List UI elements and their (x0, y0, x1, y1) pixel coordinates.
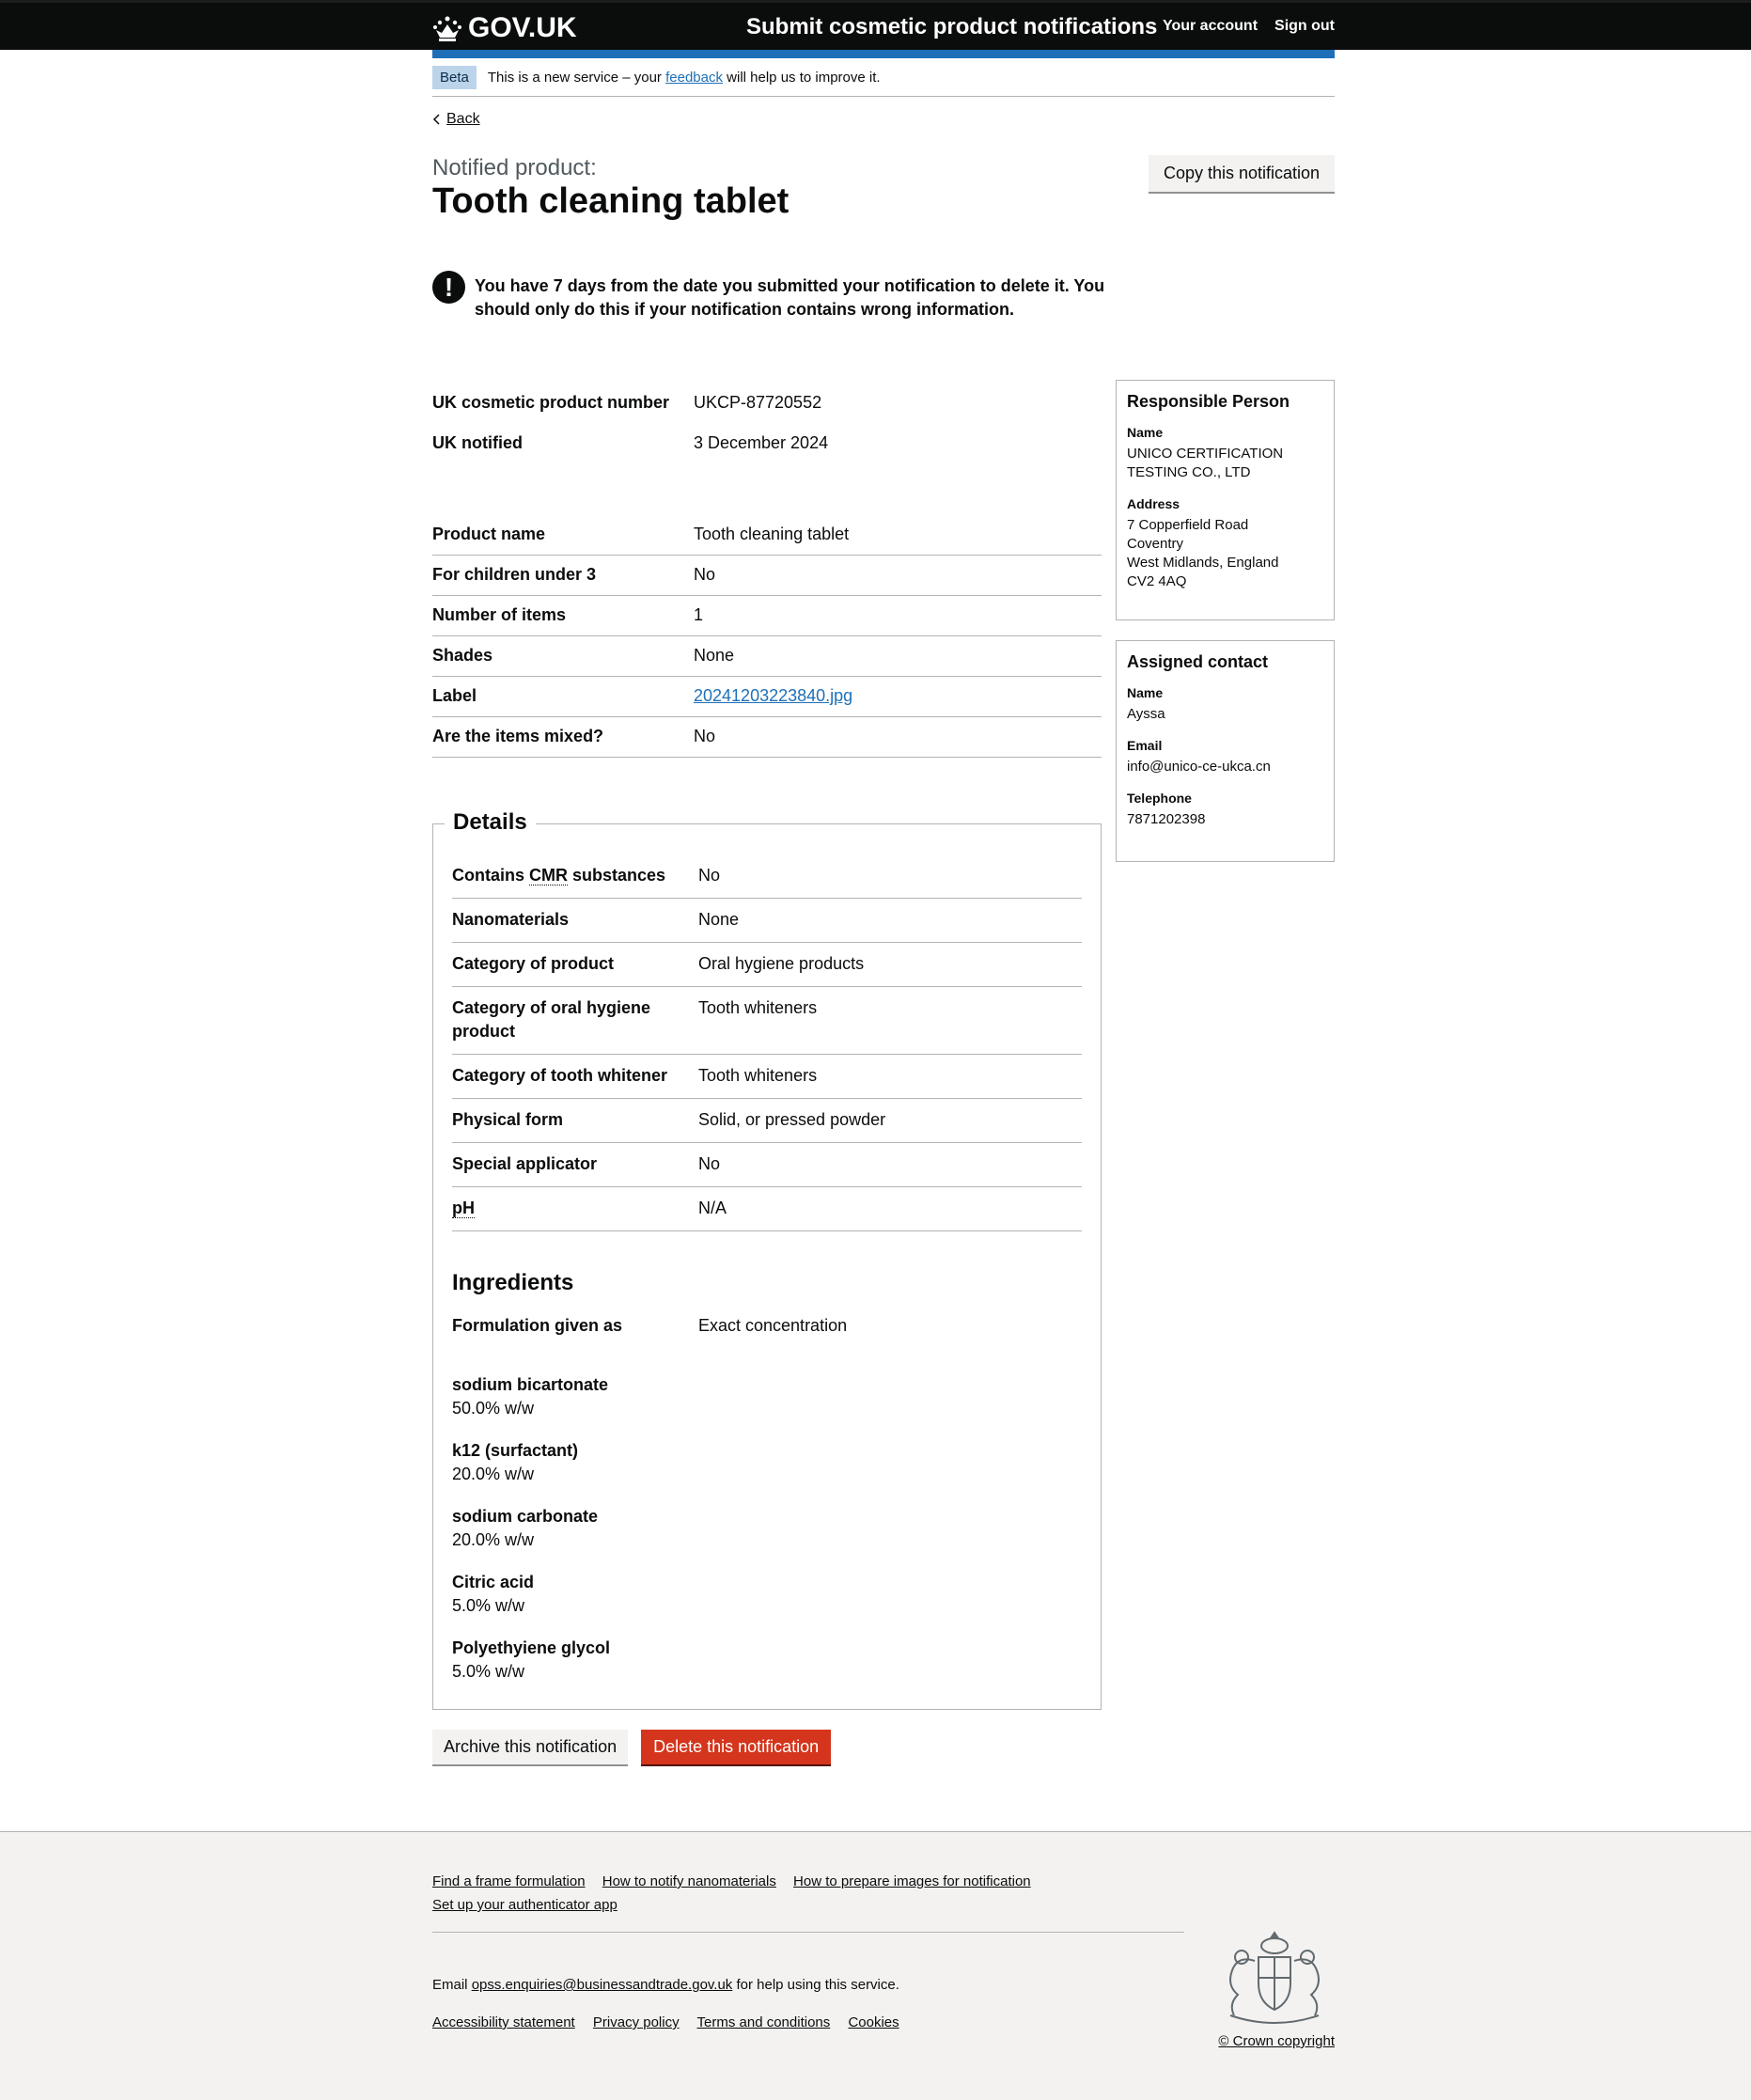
ingredient-concentration: 5.0% w/w (452, 1596, 525, 1615)
header-nav (1163, 18, 1335, 35)
summary-value: No (694, 727, 716, 745)
ingredient-item (452, 1571, 610, 1618)
warning-text (432, 271, 1109, 321)
details-row (452, 1099, 1082, 1143)
details-key: Special applicator (452, 1154, 598, 1173)
summary-key: Are the items mixed? (432, 727, 604, 745)
details-value: No (698, 1154, 721, 1173)
rp-address-line: 7 Copperfield Road (1127, 517, 1249, 533)
footer-link-terms[interactable]: Terms and conditions (696, 2014, 831, 2030)
rp-name-label: Name (1127, 425, 1164, 440)
ac-name-label: Name (1127, 685, 1164, 700)
crown-copyright (1218, 2033, 1335, 2049)
summary-value: None (694, 646, 735, 665)
ingredient-name: sodium carbonate (452, 1507, 599, 1526)
ingredient-concentration: 50.0% w/w (452, 1399, 535, 1418)
summary-key: Product name (432, 525, 546, 543)
formulation-key: Formulation given as (452, 1316, 623, 1335)
cmr-suffix: substances (568, 866, 666, 885)
footer-link-prepare-images[interactable]: How to prepare images for notification (793, 1873, 1031, 1889)
crown-copyright-link[interactable]: © Crown copyright (1218, 2033, 1335, 2049)
ingredient-concentration: 5.0% w/w (452, 1662, 525, 1681)
site-footer (0, 1831, 1751, 2100)
phase-text-before: This is a new service – your (487, 69, 662, 86)
details-value: Tooth whiteners (698, 1066, 818, 1085)
ingredient-name: k12 (surfactant) (452, 1441, 579, 1460)
back-link-text: Back (446, 111, 480, 127)
details-key: Category of tooth whitener (452, 1066, 667, 1085)
summary-key: Label (432, 686, 477, 705)
rp-name-line: UNICO CERTIFICATION (1127, 446, 1284, 462)
responsible-person-title: Responsible Person (1127, 392, 1290, 411)
beta-tag: Beta (432, 66, 477, 89)
footer-meta-links (432, 2014, 914, 2030)
ingredient-concentration: 20.0% w/w (452, 1530, 535, 1549)
back-link[interactable] (432, 111, 480, 128)
label-file-link[interactable]: 20241203223840.jpg (694, 686, 853, 705)
ingredients-heading: Ingredients (452, 1270, 574, 1295)
footer-link-authenticator[interactable]: Set up your authenticator app (432, 1897, 618, 1913)
rp-name-line: TESTING CO., LTD (1127, 464, 1251, 480)
footer-divider (432, 1932, 1184, 1933)
details-row (452, 899, 1082, 943)
ingredient-item (452, 1637, 610, 1684)
footer-email-suffix: for help using this service. (736, 1977, 899, 1993)
details-key (452, 1197, 698, 1220)
details-value: Solid, or pressed powder (698, 1110, 886, 1129)
ingredient-name: Polyethyiene glycol (452, 1638, 611, 1657)
ingredient-item (452, 1505, 610, 1552)
ingredient-item (452, 1439, 610, 1486)
footer-email-text (432, 1977, 899, 1993)
details-row (452, 1143, 1082, 1187)
rp-address-line: West Midlands, England (1127, 555, 1279, 571)
page-title: Tooth cleaning tablet (432, 181, 790, 221)
ac-email: info@unico-ce-ukca.cn (1127, 759, 1271, 775)
summary-row (432, 384, 1102, 424)
summary-row (432, 677, 1102, 717)
summary-value: No (694, 565, 716, 584)
details-legend: Details (445, 809, 536, 836)
summary-row (432, 424, 1102, 464)
ingredient-name: sodium bicartonate (452, 1375, 609, 1394)
details-row (452, 854, 1082, 899)
ac-telephone-label: Telephone (1127, 791, 1192, 806)
footer-links (432, 1870, 1184, 1917)
details-value: Oral hygiene products (698, 954, 865, 973)
footer-link-frame-formulation[interactable]: Find a frame formulation (432, 1873, 586, 1889)
rp-address-line: Coventry (1127, 536, 1184, 552)
summary-key: For children under 3 (432, 565, 597, 584)
details-row (452, 1187, 1082, 1231)
ac-email-label: Email (1127, 738, 1163, 753)
summary-row (432, 596, 1102, 636)
responsible-person-card (1116, 380, 1335, 620)
summary-value: Tooth cleaning tablet (694, 525, 850, 543)
rp-address (1127, 516, 1323, 591)
ingredient-concentration: 20.0% w/w (452, 1465, 535, 1483)
action-buttons (432, 1730, 831, 1764)
delete-notification-button[interactable]: Delete this notification (641, 1730, 831, 1764)
footer-link-nanomaterials[interactable]: How to notify nanomaterials (602, 1873, 776, 1889)
cmr-prefix: Contains (452, 866, 530, 885)
page-caption: Notified product: (432, 155, 597, 180)
details-key: Physical form (452, 1110, 564, 1129)
chevron-left-icon (432, 114, 442, 125)
service-name[interactable]: Submit cosmetic product notifications (746, 14, 1158, 39)
summary-row (432, 515, 1102, 556)
summary-value: 1 (694, 605, 704, 624)
summary-notification (432, 384, 1102, 464)
rp-name (1127, 445, 1323, 482)
phase-text-after: will help us to improve it. (727, 69, 881, 86)
crown-icon (432, 15, 462, 41)
assigned-contact-title: Assigned contact (1127, 652, 1269, 671)
details-row (452, 943, 1082, 987)
footer-email-link[interactable]: opss.enquiries@businessandtrade.gov.uk (471, 1977, 733, 1993)
summary-product (432, 515, 1102, 758)
archive-notification-button[interactable]: Archive this notification (432, 1730, 628, 1764)
summary-row (432, 556, 1102, 596)
ingredient-name: Citric acid (452, 1573, 535, 1591)
ac-telephone: 7871202398 (1127, 811, 1206, 827)
footer-link-accessibility[interactable]: Accessibility statement (432, 2014, 575, 2030)
logo-text: GOV.UK (468, 12, 577, 43)
footer-link-privacy[interactable]: Privacy policy (592, 2014, 680, 2030)
ph-abbr: pH (452, 1199, 475, 1217)
summary-value: 3 December 2024 (694, 433, 829, 452)
footer-link-cookies[interactable]: Cookies (848, 2014, 899, 2030)
formulation-value: Exact concentration (698, 1316, 848, 1335)
details-value: No (698, 866, 721, 885)
royal-coat-of-arms-icon (1217, 1929, 1332, 2027)
details-value: N/A (698, 1199, 727, 1217)
warning-message: You have 7 days from the date you submitted your notification to delete it. You should only do this if your notification contains wrong information. (475, 276, 1105, 319)
details-key: Category of oral hygiene product (452, 998, 651, 1041)
details-row (452, 987, 1082, 1055)
ingredient-item (452, 1373, 610, 1420)
summary-key: UK cosmetic product number (432, 393, 670, 412)
site-header (0, 0, 1751, 50)
phase-banner (432, 58, 1335, 97)
details-key (452, 864, 698, 887)
footer-email-prefix: Email (432, 1977, 468, 1993)
feedback-link[interactable]: feedback (665, 69, 723, 86)
rp-address-label: Address (1127, 496, 1180, 511)
details-list (452, 854, 1082, 1231)
warning-icon: ! (432, 271, 465, 304)
details-value: Tooth whiteners (698, 998, 818, 1017)
summary-value: UKCP-87720552 (694, 393, 822, 412)
assigned-contact-card (1116, 640, 1335, 862)
details-value: None (698, 910, 740, 929)
summary-key: Shades (432, 646, 493, 665)
ingredients-list (452, 1373, 610, 1702)
details-row (452, 1055, 1082, 1099)
ac-name: Ayssa (1127, 706, 1165, 722)
summary-row (432, 636, 1102, 677)
summary-row (432, 717, 1102, 758)
details-key: Nanomaterials (452, 910, 570, 929)
govuk-logo[interactable] (432, 12, 577, 44)
header-blue-bar (432, 50, 1335, 58)
details-key: Category of product (452, 954, 615, 973)
copy-notification-button[interactable]: Copy this notification (1149, 155, 1335, 192)
nav-sign-out[interactable]: Sign out (1274, 18, 1335, 34)
formulation-row (452, 1316, 1082, 1336)
nav-your-account[interactable]: Your account (1162, 18, 1259, 34)
summary-key: Number of items (432, 605, 567, 624)
summary-key: UK notified (432, 433, 523, 452)
details-fieldset (432, 809, 1102, 1710)
cmr-abbr: CMR (529, 866, 569, 885)
rp-address-line: CV2 4AQ (1127, 573, 1187, 589)
